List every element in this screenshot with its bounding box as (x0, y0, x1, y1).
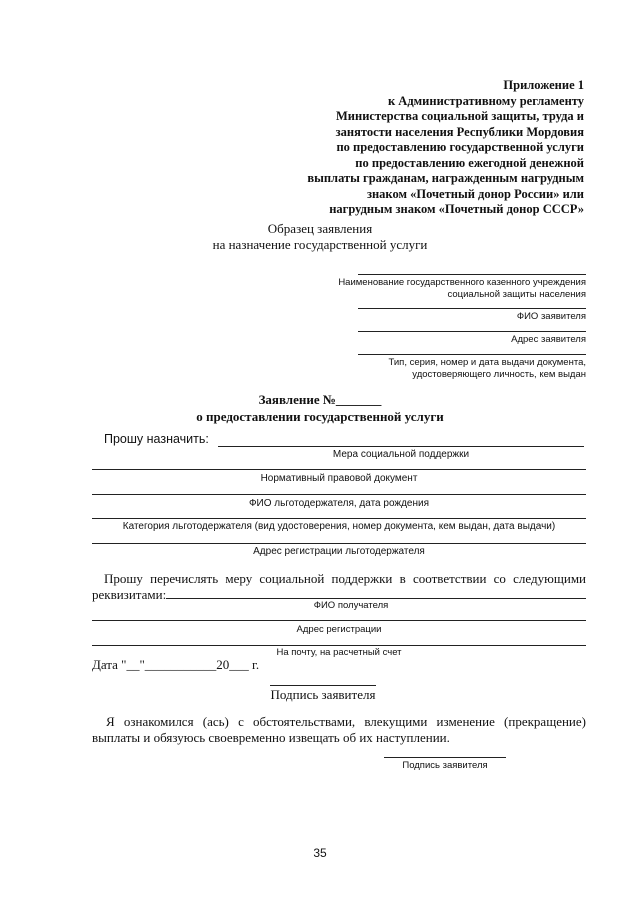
applicant-fio-caption: ФИО заявителя (516, 311, 586, 322)
appendix-header (224, 78, 584, 218)
normative-field[interactable] (92, 469, 586, 470)
beneficiary-caption: ФИО льготодержателя, дата рождения (248, 498, 430, 509)
application-subject-title: о предоставлении государственной услуги (196, 409, 444, 424)
category-field[interactable] (92, 518, 586, 519)
recipient-caption: ФИО получателя (313, 600, 389, 611)
identity-doc-caption: Тип, серия, номер и дата выдачи документа, удостоверяющего личность, кем выдан (388, 357, 586, 380)
measure-field[interactable] (218, 446, 584, 447)
header-line: знаком «Почетный донор России» или (366, 186, 584, 201)
requisites-field[interactable] (166, 598, 586, 599)
payment-method-field[interactable] (92, 645, 586, 646)
applicant-address-caption: Адрес заявителя (511, 334, 586, 345)
institution-field[interactable] (358, 274, 586, 275)
transfer-line1: Прошу перечислять меру социальной поддержки в соответствии со следующими (104, 571, 586, 586)
application-number-title: Заявление №_______ (258, 392, 382, 407)
sample-title (200, 221, 440, 253)
sample-title-line1: Образец заявления (267, 221, 373, 236)
header-line: по предоставлению ежегодной денежной (355, 155, 584, 170)
category-caption: Категория льготодержателя (вид удостоверения, номер документа, кем выдан, дата выдачи) (122, 521, 556, 532)
reg-address-caption: Адрес регистрации льготодержателя (253, 546, 425, 557)
ack-line2: выплаты и обязуюсь своевременно извещать об их наступлении. (92, 730, 450, 745)
recipient-field[interactable] (92, 620, 586, 621)
header-line: выплаты гражданам, награжденным нагрудным (307, 171, 584, 185)
application-title (150, 391, 490, 425)
header-line: по предоставлению государственной услуги (336, 140, 584, 154)
request-label: Прошу назначить: (104, 432, 209, 446)
payment-method-caption: На почту, на расчетный счет (276, 647, 402, 658)
reg-address-field[interactable] (92, 543, 586, 544)
ack-signature-field[interactable] (384, 757, 506, 758)
normative-caption: Нормативный правовой документ (260, 473, 418, 484)
measure-caption: Мера социальной поддержки (332, 449, 470, 460)
applicant-fio-field[interactable] (358, 308, 586, 309)
ack-line1: Я ознакомился (ась) с обстоятельствами, влекущими изменение (прекращение) (106, 714, 586, 729)
signature-field[interactable] (270, 685, 376, 686)
header-line: Министерства социальной защиты, труда и (336, 109, 584, 123)
transfer-line2: реквизитами: (92, 587, 167, 602)
institution-caption: Наименование государственного казенного учреждения социальной защиты населения (338, 277, 586, 300)
date-field[interactable]: Дата "__"___________20___ г. (92, 657, 260, 672)
signature-label: Подпись заявителя (270, 687, 376, 702)
identity-doc-field[interactable] (358, 354, 586, 355)
header-line: Приложение 1 (503, 78, 584, 92)
ack-signature-caption: Подпись заявителя (402, 760, 488, 771)
header-line: к Административному регламенту (387, 93, 584, 108)
reg-caption: Адрес регистрации (296, 624, 382, 635)
applicant-address-field[interactable] (358, 331, 586, 332)
sample-title-line2: на назначение государственной услуги (212, 237, 428, 252)
header-line: нагрудным знаком «Почетный донор СССР» (329, 202, 584, 216)
page-number: 35 (313, 846, 327, 860)
header-line: занятости населения Республики Мордовия (335, 124, 584, 139)
beneficiary-field[interactable] (92, 494, 586, 495)
acknowledgement (92, 714, 586, 746)
